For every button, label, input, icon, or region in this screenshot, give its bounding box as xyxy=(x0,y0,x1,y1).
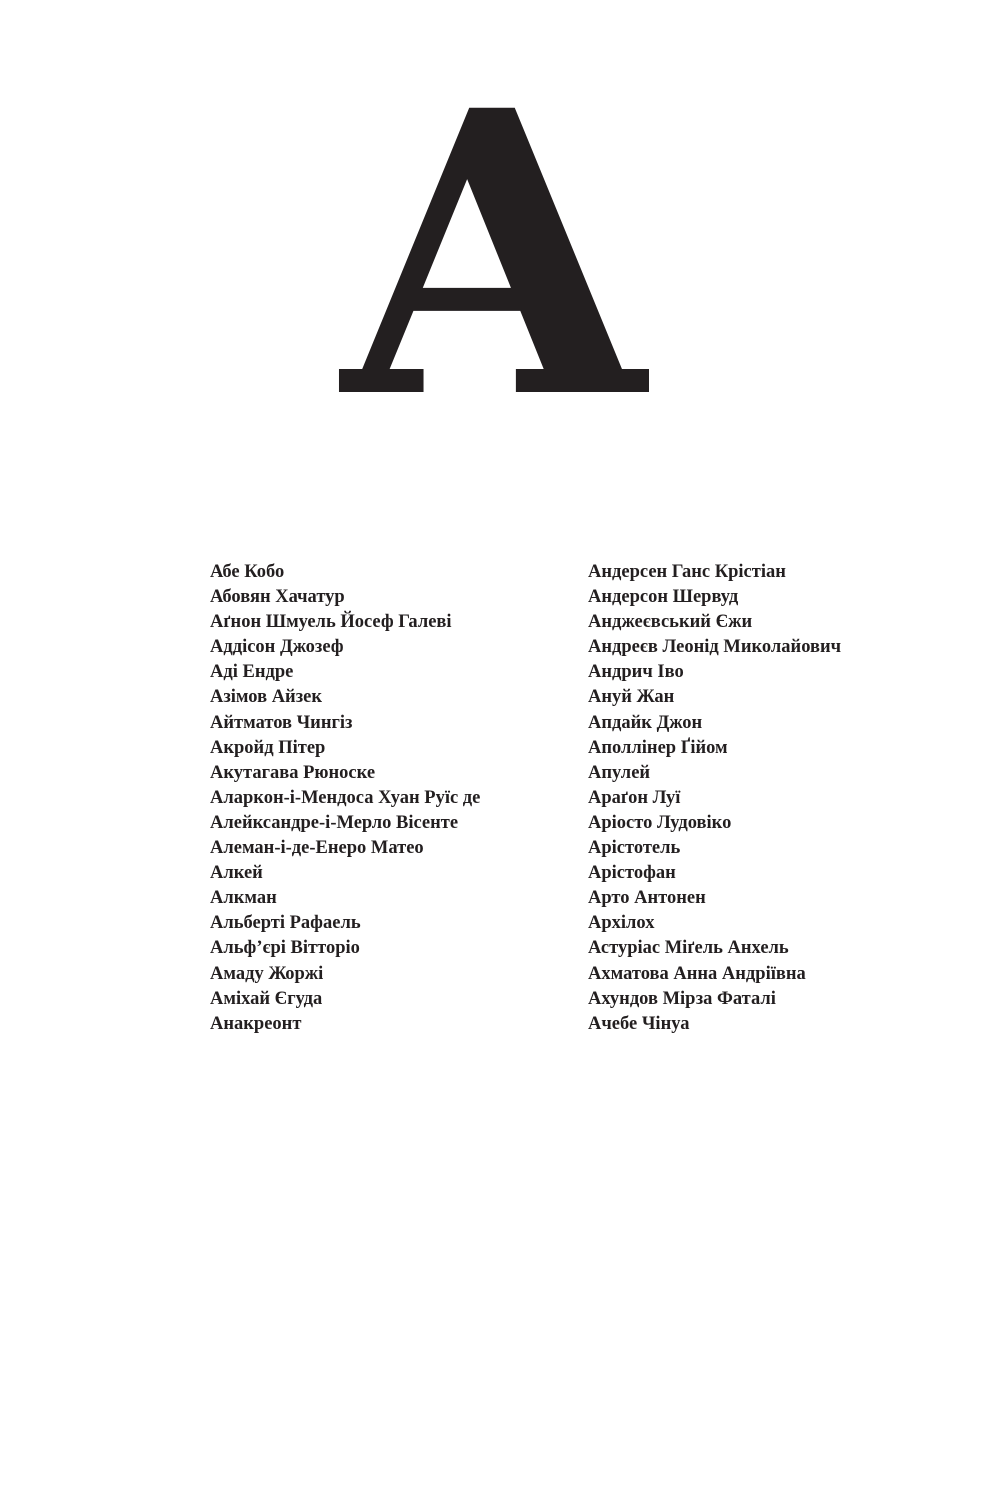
author-name: Арістофан xyxy=(588,863,676,884)
author-name: Альберті Рафаель xyxy=(210,913,361,934)
author-name: Ахматова Анна Андріївна xyxy=(588,963,806,984)
author-name: Алкман xyxy=(210,888,277,909)
author-name: Астуріас Міґель Анхель xyxy=(588,938,789,959)
author-name: Апдайк Джон xyxy=(588,712,703,733)
author-name: Айтматов Чингіз xyxy=(210,712,353,733)
author-name: Андреєв Леонід Миколайович xyxy=(588,637,842,658)
author-name: Андрич Іво xyxy=(588,662,684,683)
author-name: Андерсен Ганс Крістіан xyxy=(588,562,786,582)
author-name: Альф’єрі Вітторіо xyxy=(210,938,360,959)
author-name: Алейксандре-і-Мерло Вісенте xyxy=(210,812,459,833)
author-name: Аполлінер Ґійом xyxy=(588,737,728,758)
author-name: Алеман-і-де-Енеро Матео xyxy=(210,838,424,859)
author-name: Апулей xyxy=(588,762,651,783)
author-list-right xyxy=(588,560,988,1037)
author-name: Абовян Хачатур xyxy=(210,587,345,608)
author-name: Ахундов Мірза Фаталі xyxy=(588,988,776,1009)
author-name: Алкей xyxy=(210,863,263,884)
author-name: Араґон Луї xyxy=(588,787,681,808)
author-name: Арістотель xyxy=(588,838,681,859)
author-name: Аміхай Єгуда xyxy=(210,988,323,1009)
author-name: Аґнон Шмуель Йосеф Галеві xyxy=(210,612,452,633)
author-name: Ачебе Чінуа xyxy=(588,1013,690,1034)
author-name: Абе Кобо xyxy=(210,562,285,582)
author-list-left xyxy=(210,560,570,1037)
author-name: Акройд Пітер xyxy=(210,737,326,758)
author-name: Аріосто Лудовіко xyxy=(588,812,732,833)
author-name: Акутагава Рюноске xyxy=(210,762,376,783)
author-name: Архілох xyxy=(588,913,655,934)
author-name: Андерсон Шервуд xyxy=(588,587,739,608)
author-name: Азімов Айзек xyxy=(210,687,323,708)
author-name: Амаду Жоржі xyxy=(210,963,324,984)
author-name: Аларкон-і-Мендоса Хуан Руїс де xyxy=(210,787,481,808)
author-name: Аддісон Джозеф xyxy=(210,637,344,658)
author-name: Аді Ендре xyxy=(210,662,294,683)
author-name: Анджеєвський Єжи xyxy=(588,612,753,633)
section-letter: А xyxy=(335,26,653,484)
author-name: Арто Антонен xyxy=(588,888,706,909)
author-name: Ануй Жан xyxy=(588,687,675,708)
author-name: Анакреонт xyxy=(210,1013,302,1034)
